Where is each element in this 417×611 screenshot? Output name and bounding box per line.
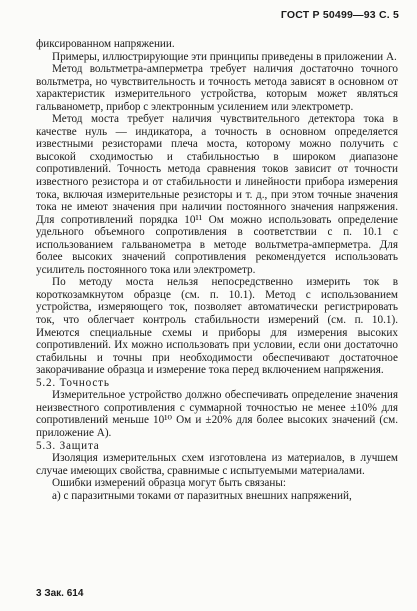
section-heading-accuracy: 5.2. Точность <box>36 376 110 389</box>
paragraph-continuation: фиксированном напряжении. <box>36 38 175 50</box>
section-heading-protection: 5.3. Защита <box>36 439 100 452</box>
paragraph-accuracy: Измерительное устройство должно обеспечивать определение значения неизвестного сопротивления с суммарной точностью не менее ±10% для сопротивлений меньше 10¹⁰ Ом и ±20% для более высоких значений (см. приложение А). <box>36 389 398 439</box>
document-body <box>36 38 398 502</box>
paragraph-examples: Примеры, иллюстрирующие эти принципы приведены в приложении А. <box>52 50 397 63</box>
page-header: ГОСТ Р 50499—93 С. 5 <box>280 9 399 21</box>
page-footer: 3 Зак. 614 <box>36 588 84 599</box>
paragraph-voltmeter-method: Метод вольтметра-амперметра требует наличия достаточно точного вольтметра, но чувствительность и точность метода зависят в основном от характеристик измерительного устройства, которым может являться гальванометр, прибор с электронным усилением или электрометр. <box>36 63 398 113</box>
paragraph-bridge-limitations: По методу моста нельзя непосредственно измерить ток в короткозамкнутом образце (см. п. 10.1). Метод с использованием устройства, измеряющего ток, позволяет автоматически регистрировать ток, что облегчает контроль стабильности измерений (см. п. 10.1). Имеются специальные схемы и приборы для измерения высоких сопротивлений. Их можно использовать при условии, если они достаточно стабильны и точны при необходимости обеспечивают достаточное закорачивание образца и измерение тока перед включением напряжения. <box>36 276 398 377</box>
paragraph-errors: Ошибки измерений образца могут быть связаны: <box>52 477 286 490</box>
list-item-a: а) с паразитными токами от паразитных внешних напряжений, <box>52 489 352 502</box>
paragraph-bridge-method: Метод моста требует наличия чувствительного детектора тока в качестве нуль — индикатора, а точность в основном определяется известными резисторами плеча моста, которому можно получить с высокой сходимостью и стабильностью в широком диапазоне сопротивлений. Точность метода сравнения токов зависит от точности известного резистора и от стабильности и линейности прибора измерения тока, включая измерительные резисторы и т. д., при этом точные значения тока не имеют значения при наличии постоянного значения напряжения. Для сопротивлений порядка 10¹¹ Ом можно использовать определение удельного объемного сопротивления в соответствии с п. 10.1 с использованием гальванометра в методе вольтметра-амперметра. Для более высоких значений сопротивления рекомендуется использовать усилитель постоянного тока или электрометр. <box>36 113 398 276</box>
paragraph-insulation: Изоляция измерительных схем изготовлена из материалов, в лучшем случае имеющих свойства, сравнимые с испытуемыми материалами. <box>36 452 398 477</box>
